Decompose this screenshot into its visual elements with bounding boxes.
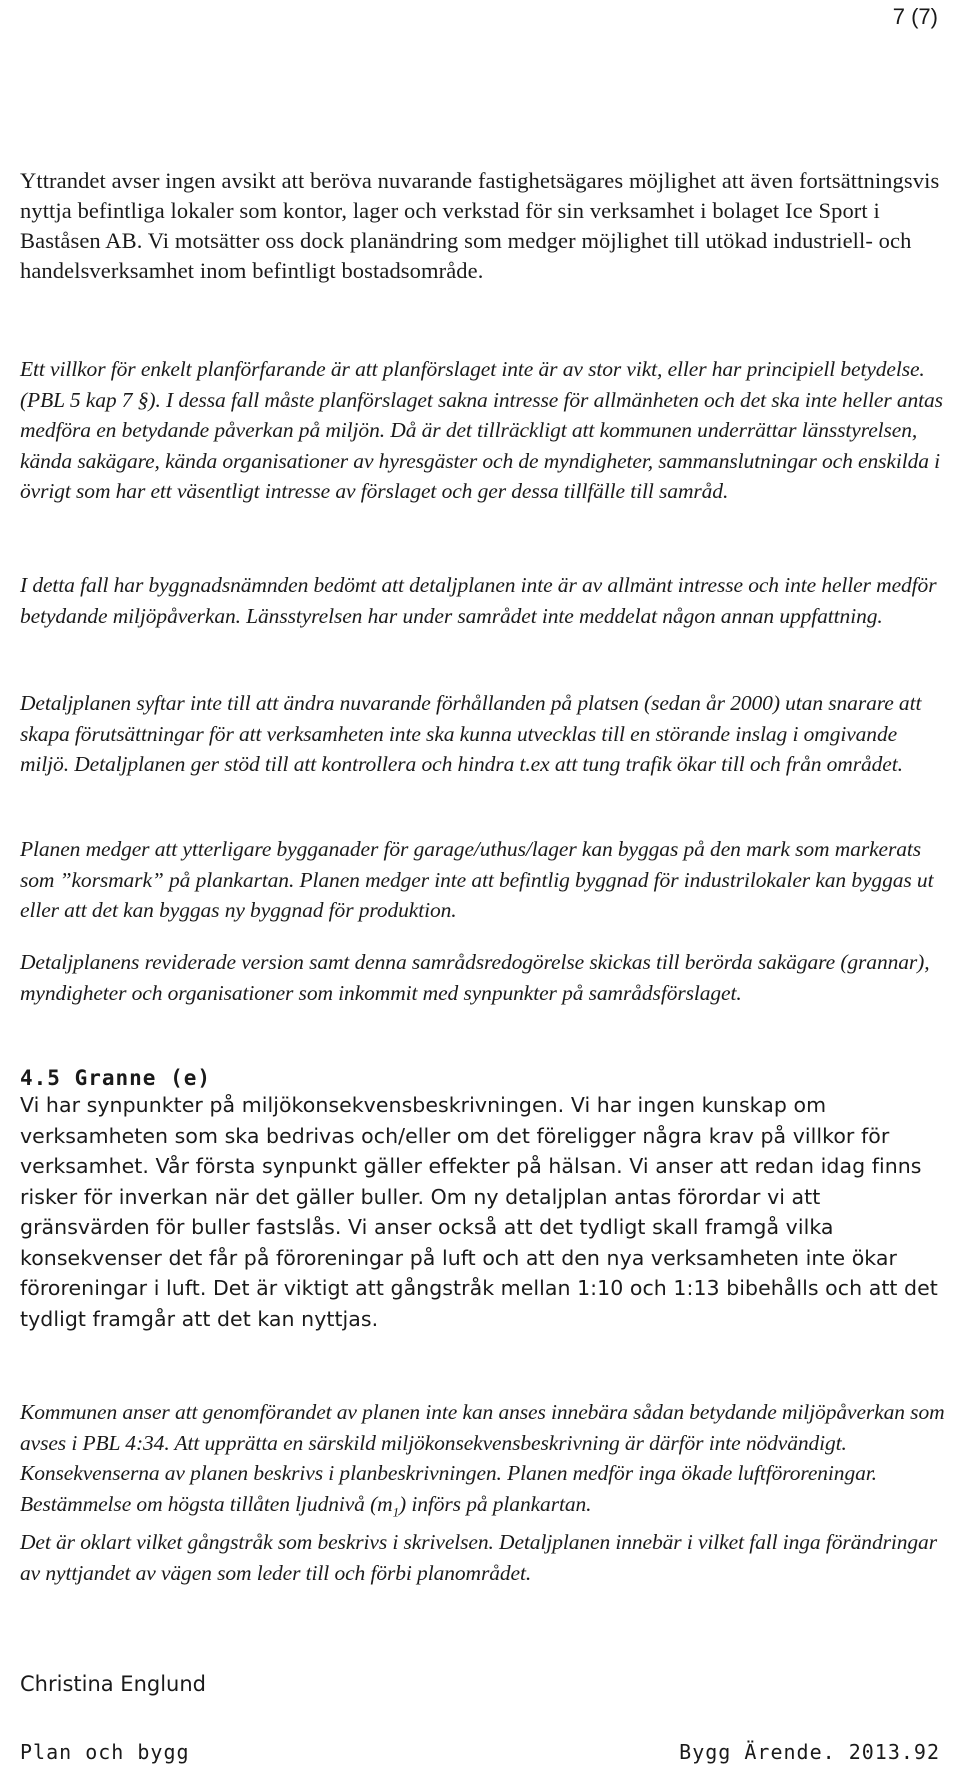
signature-name: Christina Englund — [20, 1672, 206, 1696]
paragraph-committee-assessment: I detta fall har byggnadsnämnden bedömt att detaljplanen inte är av allmänt intresse och inte heller medför betydande miljöpåverkan. Länsstyrelsen har under samrådet inte meddelat någon annan uppfattning. — [20, 573, 937, 628]
paragraph-planning-conditions: Ett villkor för enkelt planförfarande är att planförslaget inte är av stor vikt, eller har principiell betydelse. (PBL 5 kap 7 §). I dessa fall måste planförslaget sakna intresse för allmänheten och det ska inte heller antas medföra en betydande påverkan på miljön. Då är det tillräckligt att kommunen underrättar länsstyrelsen, kända sakägare, kända organisationer av hyresgäster och de myndigheter, sammanslutningar och enskilda i övrigt som har ett väsentligt intresse av förslaget och ger dessa tillfälle till samråd. — [20, 357, 943, 503]
paragraph-neighbour-comments: Vi har synpunkter på miljökonsekvensbeskrivningen. Vi har ingen kunskap om verksamheten som ska bedrivas och/eller om det föreligger några krav på villkor för verksamhet. Vår första synpunkt gäller effekter på hälsan. Vi anser att redan idag finns risker för inverkan när det gäller buller. Om ny detaljplan antas förordar vi att gränsvärden för buller fastslås. Vi anser också att det tydligt skall framgå vilka konsekvenser det får på föroreningar på luft och att den nya verksamheten inte ökar föroreningar i luft. Det är viktigt att gångstråk mellan 1:10 och 1:13 bibehålls och att det tydligt framgår att det kan nyttjas. — [20, 1093, 938, 1331]
response-environmental-impact: Kommunen anser att genomförandet av planen inte kan anses innebära sådan betydande miljöpåverkan som avses i PBL 4:34. Att upprätta en särskild miljökonsekvensbeskrivning är därför inte nödvändigt. Konsekvenserna av planen beskrivs i planbeskrivningen. Planen medför inga ökade luftföroreningar. — [20, 1400, 945, 1485]
response-walkway: Det är oklart vilket gångstråk som beskrivs i skrivelsen. Detaljplanen innebär i vilket fall inga förändringar av nyttjandet av vägen som leder till och förbi planområdet. — [20, 1530, 937, 1585]
section-heading: 4.5 Granne (e) — [20, 1066, 212, 1090]
paragraph-revised-version: Detaljplanens reviderade version samt denna samrådsredogörelse skickas till berörda sakägare (grannar), myndigheter och organisationer som inkommit med synpunkter på samrådsförslaget. — [20, 950, 930, 1005]
page-number: 7 (7) — [892, 4, 938, 29]
paragraph-plan-permissions: Planen medger att ytterligare bygganader för garage/uthus/lager kan byggas på den mark som markerats som ”korsmark” på plankartan. Planen medger inte att befintlig byggnad för industrilokaler kan byggas ut eller att det kan byggas ny byggnad för produktion. — [20, 837, 934, 922]
response-noise-regulation: Bestämmelse om högsta tillåten ljudnivå $(m_1)$ införs på plankartan. — [20, 1491, 592, 1519]
footer-case-number: Bygg Ärende. 2013.92 — [679, 1740, 940, 1764]
municipality-response — [20, 1397, 945, 1588]
paragraph-statement: Yttrandet avser ingen avsikt att beröva nuvarande fastighetsägares möjlighet att även fortsättningsvis nyttja befintliga lokaler som kontor, lager och verkstad för sin verksamhet i bolaget Ice Sport i Baståsen AB. Vi motsätter oss dock planändring som medger möjlighet till utökad industriell- och handelsverksamhet inom befintligt bostadsområde. — [20, 168, 940, 283]
footer-department: Plan och bygg — [20, 1740, 190, 1764]
paragraph-plan-purpose: Detaljplanen syftar inte till att ändra nuvarande förhållanden på platsen (sedan år 2000) utan snarare att skapa förutsättningar för att verksamheten inte ska kunna utvecklas till en störande inslag i omgivande miljö. Detaljplanen ger stöd till att kontrollera och hindra t.ex att tung trafik ökar till och från området. — [20, 691, 922, 776]
